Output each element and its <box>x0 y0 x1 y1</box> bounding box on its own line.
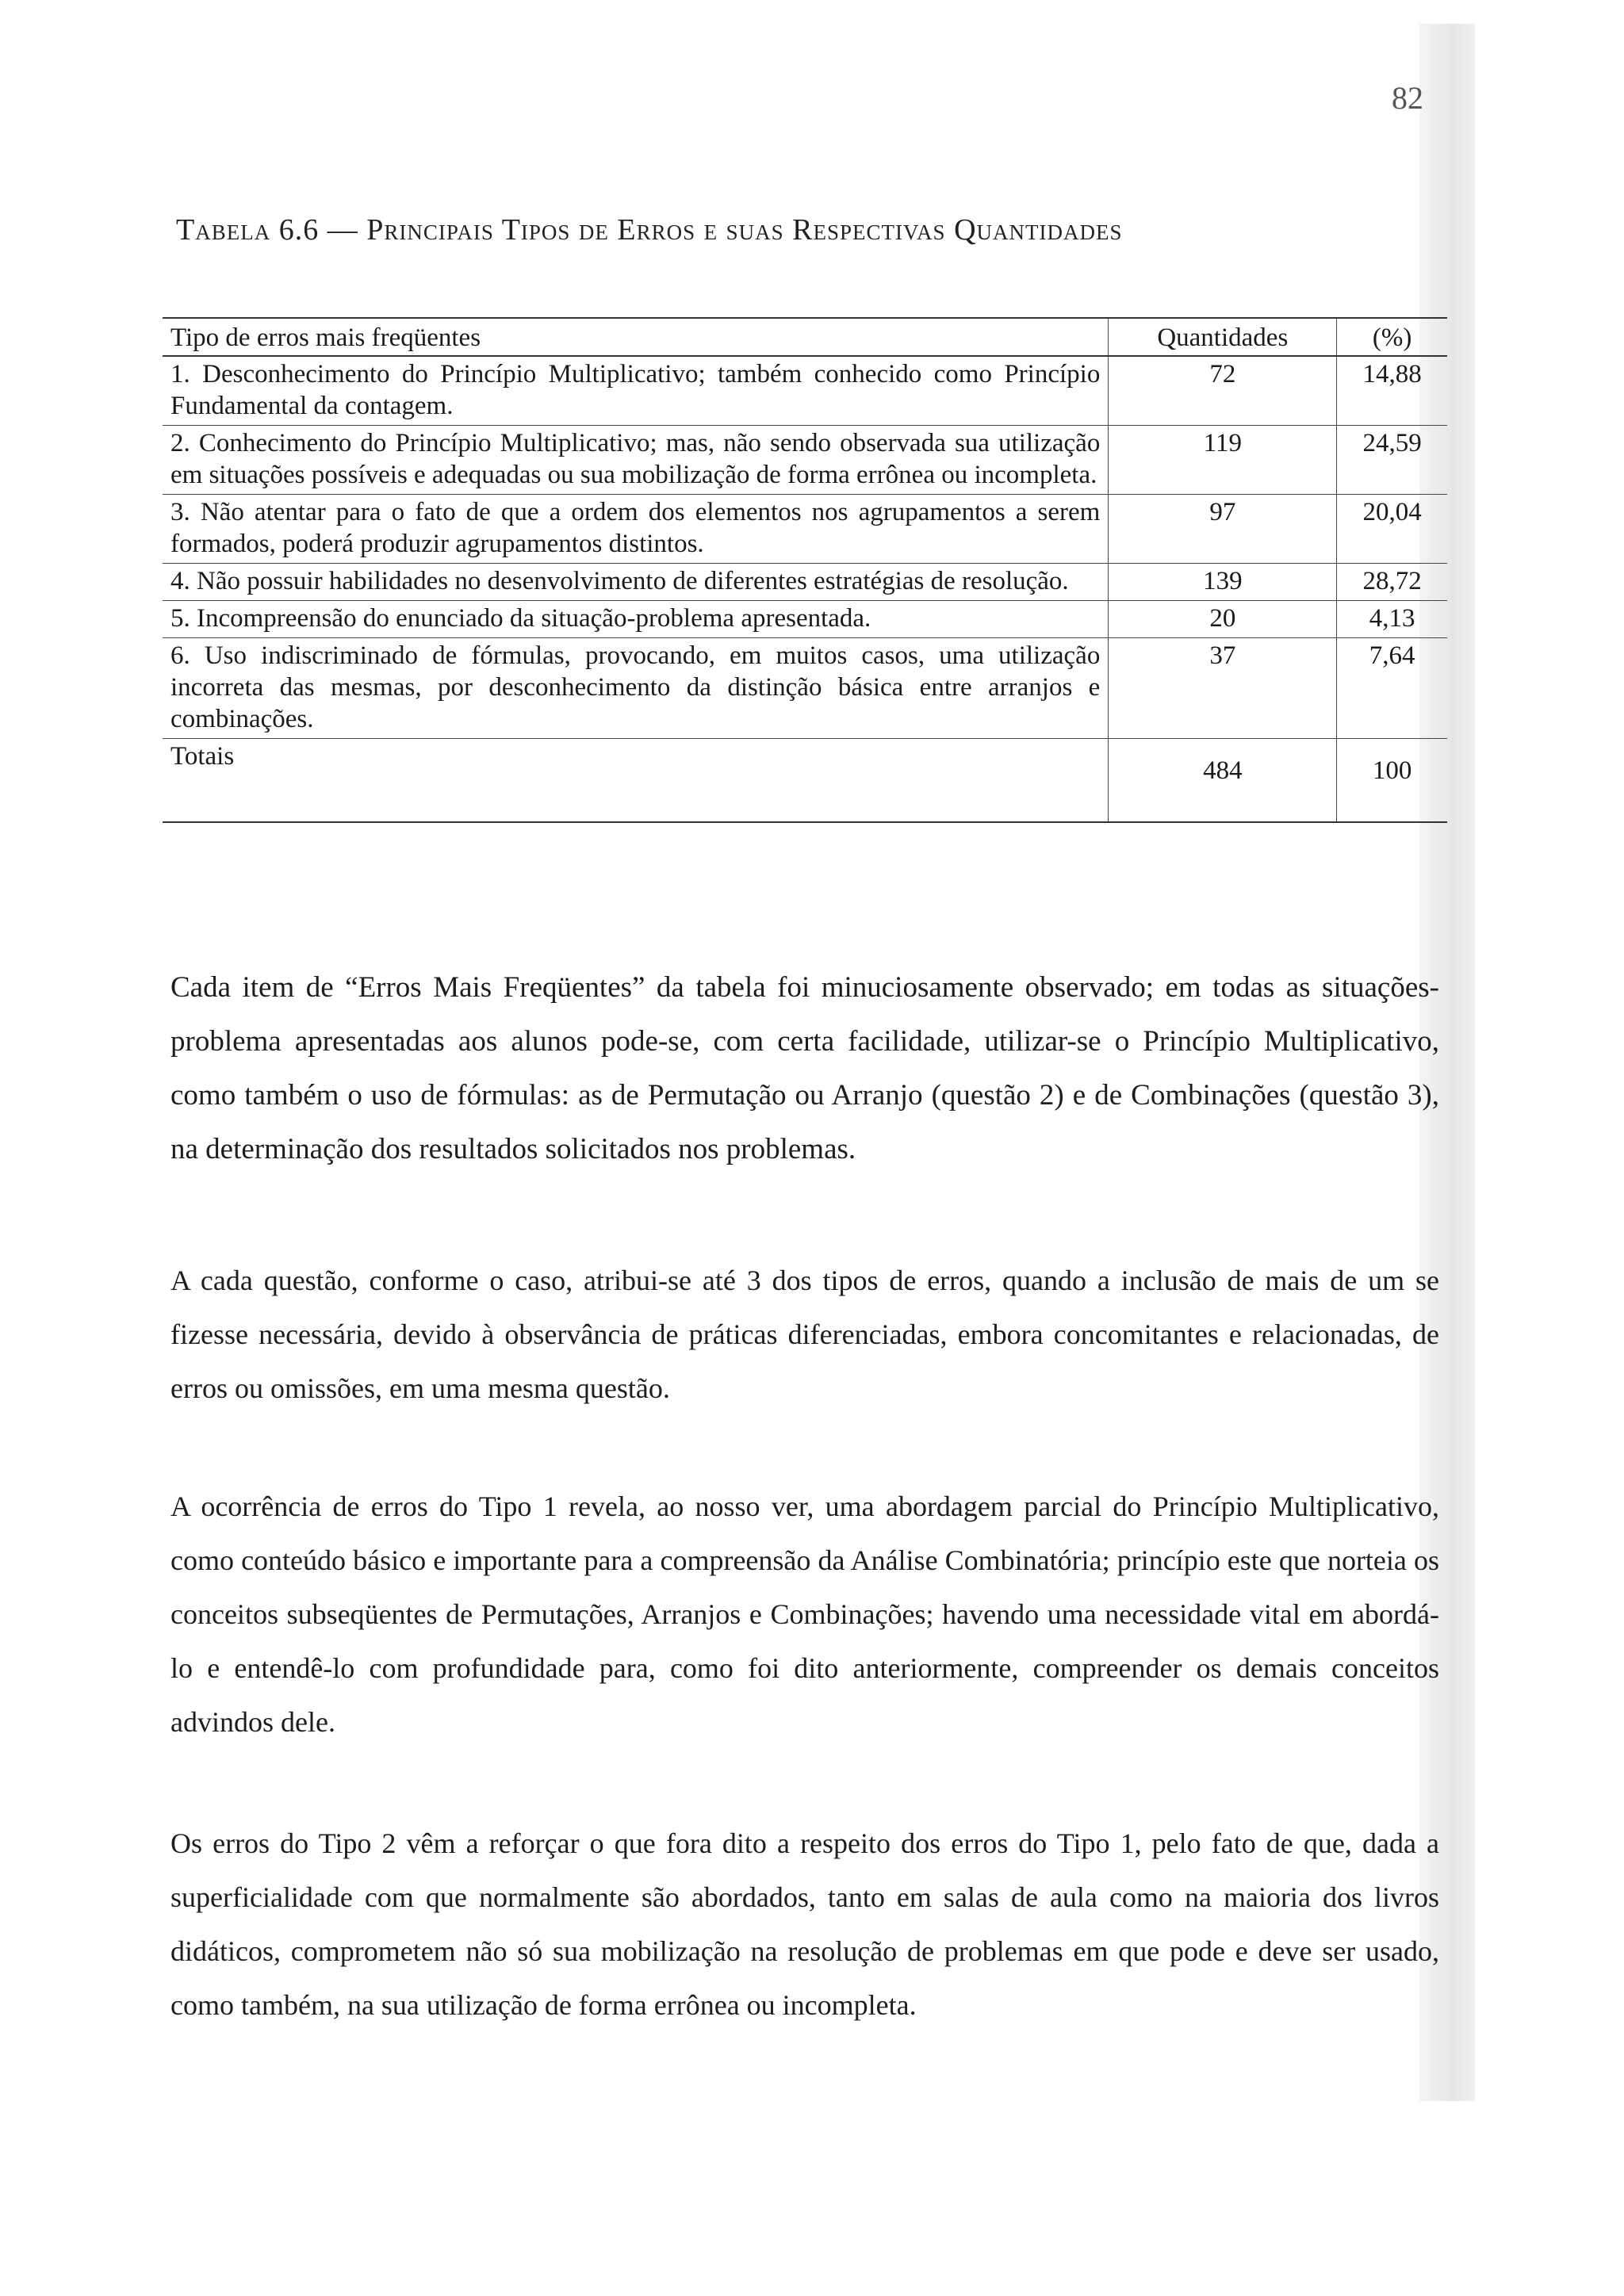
header-percent: (%) <box>1337 318 1447 356</box>
errors-table <box>163 317 1447 823</box>
row-percent: 7,64 <box>1337 638 1447 739</box>
row-description: 1. Desconhecimento do Princípio Multiplicativo; também conhecido como Princípio Fundamental da contagem. <box>163 356 1109 426</box>
totals-row <box>163 739 1447 823</box>
row-description: 3. Não atentar para o fato de que a ordem dos elementos nos agrupamentos a serem formados, poderá produzir agrupamentos distintos. <box>163 495 1109 564</box>
paragraph: A ocorrência de erros do Tipo 1 revela, ao nosso ver, uma abordagem parcial do Princípio Multiplicativo, como conteúdo básico e importante para a compreensão da Análise Combinatória; princípio este que norteia os conceitos subseqüentes de Permutações, Arranjos e Combinações; havendo uma necessidade vital em abordá-lo e entendê-lo com profundidade para, como foi dito anteriormente, compreender os demais conceitos advindos dele. <box>170 1490 1439 1738</box>
row-quantity: 139 <box>1109 564 1337 601</box>
row-percent: 20,04 <box>1337 495 1447 564</box>
table-row <box>163 356 1447 426</box>
table-row <box>163 601 1447 638</box>
row-description: 4. Não possuir habilidades no desenvolvimento de diferentes estratégias de resolução. <box>163 564 1109 601</box>
totals-quantity: 484 <box>1109 739 1337 823</box>
row-description: 5. Incompreensão do enunciado da situação-problema apresentada. <box>163 601 1109 638</box>
table-title: Tabela 6.6 — Principais Tipos de Erros e suas Respectivas Quantidades <box>176 213 1123 247</box>
row-percent: 24,59 <box>1337 426 1447 495</box>
table-row <box>163 495 1447 564</box>
row-quantity: 119 <box>1109 426 1337 495</box>
table-row <box>163 426 1447 495</box>
paragraph: Cada item de “Erros Mais Freqüentes” da tabela foi minuciosamente observado; em todas as situações-problema apresentadas aos alunos pode-se, com certa facilidade, utilizar-se o Princípio Multiplicativo, como também o uso de fórmulas: as de Permutação ou Arranjo (questão 2) e de Combinações (questão 3), na determinação dos resultados solicitados nos problemas. <box>170 971 1439 1165</box>
row-quantity: 97 <box>1109 495 1337 564</box>
row-quantity: 20 <box>1109 601 1337 638</box>
row-quantity: 37 <box>1109 638 1337 739</box>
totals-percent: 100 <box>1337 739 1447 823</box>
header-quantities: Quantidades <box>1109 318 1337 356</box>
table-header-row <box>163 318 1447 356</box>
row-percent: 28,72 <box>1337 564 1447 601</box>
paragraph: A cada questão, conforme o caso, atribui-se até 3 dos tipos de erros, quando a inclusão de mais de um se fizesse necessária, devido à observância de práticas diferenciadas, embora concomitantes e relacionadas, de erros ou omissões, em uma mesma questão. <box>170 1265 1439 1404</box>
header-error-type: Tipo de erros mais freqüentes <box>163 318 1109 356</box>
row-percent: 14,88 <box>1337 356 1447 426</box>
row-description: 2. Conhecimento do Princípio Multiplicativo; mas, não sendo observada sua utilização em situações possíveis e adequadas ou sua mobilização de forma errônea ou incompleta. <box>163 426 1109 495</box>
row-quantity: 72 <box>1109 356 1337 426</box>
totals-label: Totais <box>163 739 1109 823</box>
paragraph: Os erros do Tipo 2 vêm a reforçar o que fora dito a respeito dos erros do Tipo 1, pelo fato de que, dada a superficialidade com que normalmente são abordados, tanto em salas de aula como na maioria dos livros didáticos, comprometem não só sua mobilização na resolução de problemas em que pode e deve ser usado, como também, na sua utilização de forma errônea ou incompleta. <box>170 1827 1439 2021</box>
table-row <box>163 564 1447 601</box>
table-row <box>163 638 1447 739</box>
page-number: 82 <box>1392 80 1423 116</box>
row-percent: 4,13 <box>1337 601 1447 638</box>
row-description: 6. Uso indiscriminado de fórmulas, provocando, em muitos casos, uma utilização incorreta das mesmas, por desconhecimento da distinção básica entre arranjos e combinações. <box>163 638 1109 739</box>
